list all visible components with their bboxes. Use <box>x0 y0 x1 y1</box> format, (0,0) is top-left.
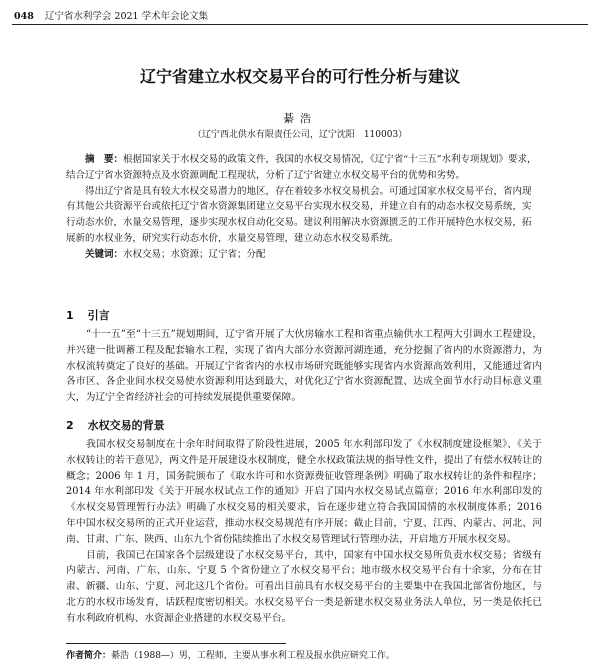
author-name: 綦浩 <box>283 112 317 125</box>
section-heading: 1 引言 <box>66 309 110 322</box>
abstract-paragraph: 得出辽宁省是具有较大水权交易潜力的地区，存在着较多水权交易机会。可通过国家水权交易平台，省内现有其他公共资源平台或依托辽宁省水资源集团建立交易平台实现水权交易，并建立自有的动态水权交易系统，实行动态水价，水量交易管理，逐步实现水权自动化交易。建议利用解决水资源匮乏的工作开展特色水权交易，拓展新的水权业务，研究实行动态水价，水量交易管理，建立动态水权交易系统。 <box>66 185 532 244</box>
abstract <box>66 152 540 263</box>
section-body <box>66 437 542 627</box>
author-affiliation: （辽宁西北供水有限责任公司，辽宁沈阳 110003） <box>192 130 408 140</box>
keywords-label: 关键词： <box>85 248 124 260</box>
footnote-text: 綦浩（1988—）男，工程师，主要从事水利工程及报水供应研究工作。 <box>111 651 395 661</box>
header-divider <box>12 24 588 25</box>
body-paragraph: 我国水权交易制度在十余年时间取得了阶段性进展，2005 年水利部印发了《水权制度建设框架》、《关于水权转让的若干意见》，两文件是开展建设水权制度，健全水权政策法规的指导性文件，提出了有偿水权转让的概念；2006 年 1 月，国务院颁布了《取水许可和水资源费征收管理条例》明确了取水权转让的条件和程序；2014 年水利部印发《关于开展水权试点工作的通知》开启了国内水权交易试点篇章；2016 年水利部印发的《水权交易管理暂行办法》明确了水权交易的相关要求，旨在逐步建立符合我国国情的水权制度体系；2016 年中国水权交易所的正式开业运营，推动水权交易规范有序开展；截止目前，宁夏、江西、内蒙古、河北、河南、甘肃、广东、陕西、山东九个省份陆续推出了水权交易管理试行管理办法，开启地方开展水权交易。 <box>66 439 542 545</box>
body-paragraph: “十一五”至“十三五”规划期间，辽宁省开展了大伙房输水工程和省重点输供水工程两大引调水工程建设，并兴建一批调蓄工程及配套输水工程，实现了省内大部分水资源河湖连通，充分挖掘了省内的水资源潜力，为水权流转奠定了良好的基础。开展辽宁省省内的水权市场研究既能够实现省内水资源高效利用，又能通过省内各市区、各企业间水权交易使水资源利用达到最大，对优化辽宁省水资源配置、达成全面节水行动目标意义重大，为辽宁全省经济社会的可持续发展提供重要保障。 <box>66 329 542 404</box>
page-number: 048 <box>14 11 34 22</box>
footnote-divider <box>66 643 286 644</box>
section-heading: 2 水权交易的背景 <box>66 419 165 432</box>
section-body <box>66 327 542 406</box>
journal-name: 辽宁省水利学会 2021 学术年会论文集 <box>44 11 209 22</box>
author-footnote <box>66 648 395 661</box>
body-paragraph: 目前，我国已在国家各个层级建设了水权交易平台，其中，国家有中国水权交易所负责水权交易；省级有内蒙古、河南、广东、山东、宁夏 5 个省份建立了水权交易平台；地市级水权交易平台有十余家，分布在甘肃、新疆、山东、宁夏、河北这几个省份。可看出目前具有水权交易平台的主要集中在我国北部省份地区，与北方的水权市场发育，话跃程度密切相关。水权交易平台一类是新建水权交易业务法人单位，另一类是依托已有水利政府机构、水资源企业搭建的水权交易平台。 <box>66 549 542 624</box>
abstract-label: 摘 要： <box>85 154 124 165</box>
footnote-label: 作者简介： <box>66 651 112 661</box>
running-header <box>14 8 586 22</box>
keywords-list: 水权交易；水资源；辽宁省；分配 <box>123 248 266 260</box>
keywords <box>66 247 540 263</box>
abstract-paragraph: 摘 要：根据国家关于水权交易的政策文件，我国的水权交易情况，《辽宁省“十三五”水利专项规划》要求，结合辽宁省水资源特点及水资源调配工程现状，分析了辽宁省建立水权交易平台的优势和劣势。 <box>66 154 537 181</box>
paper-title: 辽宁省建立水权交易平台的可行性分析与建议 <box>139 67 460 86</box>
